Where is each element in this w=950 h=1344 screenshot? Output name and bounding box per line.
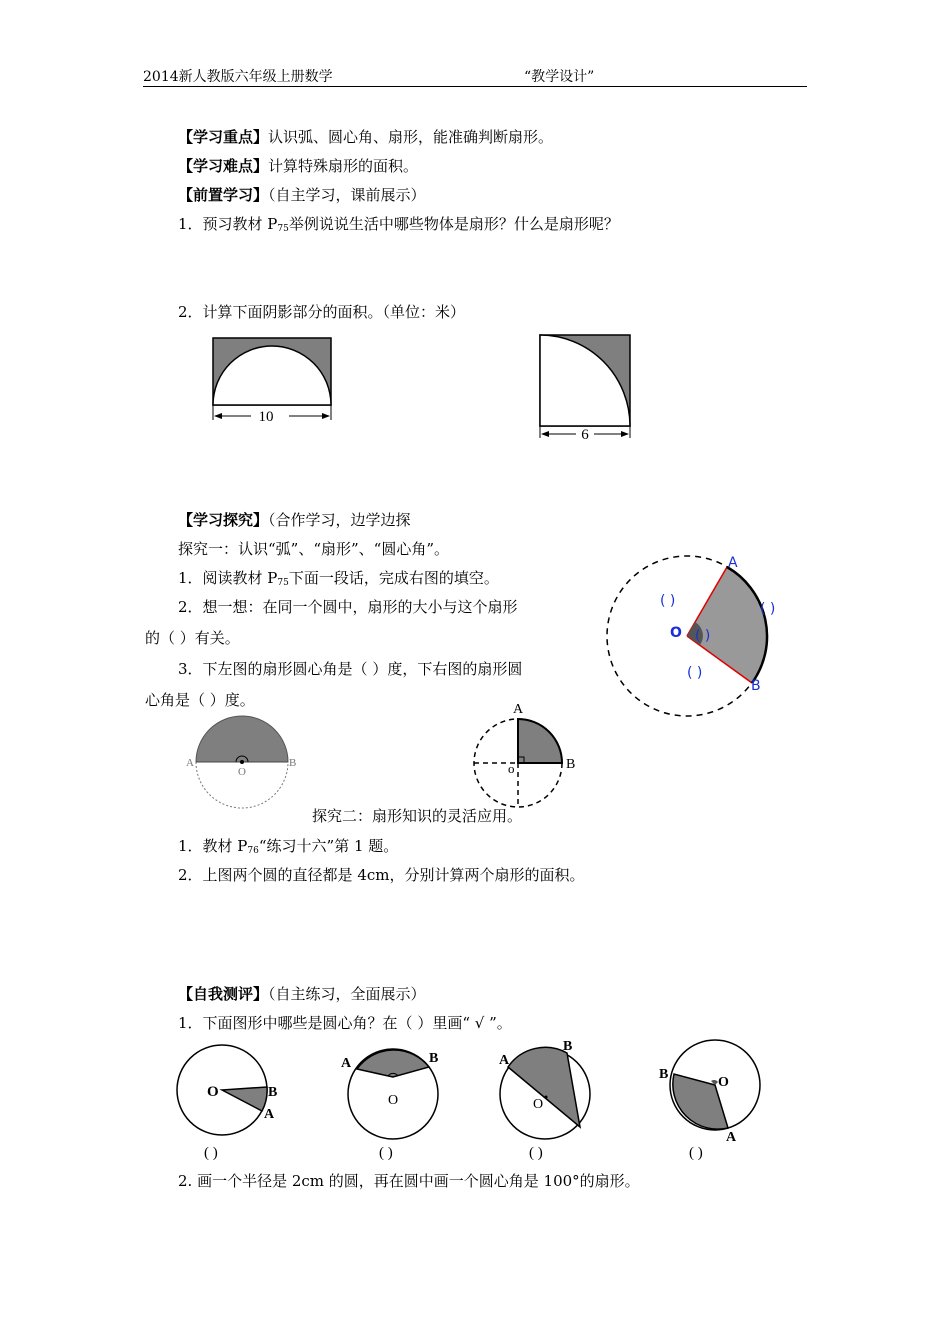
c1-label-b: B — [268, 1085, 278, 1100]
selftest-circle-3 — [495, 1036, 605, 1166]
selftest-circle-4 — [655, 1036, 775, 1166]
arc-sector-diagram — [600, 550, 815, 725]
selftest-label: 【自我测评】 — [178, 985, 269, 1003]
difficulty-label: 【学习难点】 — [178, 157, 269, 175]
difficulty-text: 计算特殊扇形的面积。 — [268, 157, 419, 175]
focus-text: 认识弧、圆心角、扇形，能准确判断扇形。 — [268, 128, 554, 146]
c4-label-a: A — [726, 1130, 737, 1145]
preview-label: 【前置学习】 — [178, 186, 269, 204]
fig2-dimension: 6 — [581, 427, 589, 443]
big-fig-paren-arc: ( ) — [760, 601, 776, 617]
explore-q2-line2: 的（ ）有关。 — [145, 629, 240, 647]
explore-note: （合作学习，边学边探 — [268, 511, 411, 529]
explore-q1 — [178, 568, 499, 593]
c3-label-o: O — [533, 1097, 544, 1112]
big-fig-label-o: O — [670, 625, 682, 641]
c4-label-o: O — [718, 1075, 729, 1090]
c2-answer-paren: ( ) — [379, 1145, 393, 1161]
right-fig-label-o: o — [508, 761, 515, 776]
preview-q2: 2．计算下面阴影部分的面积。（单位：米） — [178, 303, 466, 321]
explore-part2-q1 — [178, 836, 398, 861]
explore-heading — [178, 510, 411, 530]
selftest-note: （自主练习，全面展示） — [268, 985, 426, 1003]
explore-q1-text-a: 1．阅读教材 P — [178, 569, 278, 587]
explore-q3-line2: 心角是（ ）度。 — [145, 691, 255, 709]
fig1-dimension: 10 — [258, 409, 274, 425]
c1-label-o: O — [207, 1084, 219, 1100]
focus-line — [178, 127, 553, 147]
explore-p2-q1-text-b: “练习十六”第 1 题。 — [258, 837, 399, 855]
left-fig-label-b: B — [289, 757, 297, 769]
header-rule — [143, 86, 807, 87]
quarter-sector-figure — [465, 696, 585, 816]
explore-part2-title: 探究二：扇形知识的灵活应用。 — [312, 807, 523, 825]
shaded-square-figure — [532, 328, 642, 448]
c3-answer-paren: ( ) — [529, 1145, 543, 1161]
c2-label-b: B — [429, 1051, 439, 1066]
shaded-rectangle-figure — [205, 330, 340, 430]
header-right: “教学设计” — [524, 69, 595, 85]
preview-q1 — [178, 214, 619, 239]
right-fig-label-b: B — [566, 757, 576, 772]
explore-part1-title: 探究一：认识“弧”、“扇形”、“圆心角”。 — [178, 540, 450, 558]
big-fig-paren-radius2: ( ) — [687, 665, 703, 681]
header-left: 2014新人教版六年级上册数学 — [143, 69, 333, 85]
preview-q1-text-b: 举例说说生活中哪些物体是扇形？什么是扇形呢？ — [288, 215, 619, 233]
big-fig-paren-angle: ( ) — [695, 628, 711, 644]
explore-q1-page: 75 — [277, 578, 289, 588]
selftest-q2: 2. 画一个半径是 2cm 的圆，再在圆中画一个圆心角是 100°的扇形。 — [178, 1172, 640, 1190]
big-fig-label-a: A — [728, 555, 738, 571]
preview-q1-page: 75 — [277, 224, 289, 234]
explore-p2-q1-text-a: 1．教材 P — [178, 837, 248, 855]
explore-label: 【学习探究】 — [178, 511, 269, 529]
semicircle-sector-figure — [180, 712, 305, 812]
difficulty-line — [178, 156, 418, 176]
c1-answer-paren: ( ) — [204, 1145, 218, 1161]
selftest-circle-2 — [335, 1040, 455, 1165]
c2-label-o: O — [388, 1093, 399, 1108]
explore-p2-q1-page: 76 — [247, 846, 259, 856]
c1-label-a: A — [264, 1107, 275, 1122]
c3-label-b: B — [563, 1039, 573, 1054]
big-fig-paren-radius: ( ) — [660, 593, 676, 609]
selftest-q1: 1．下面图形中哪些是圆心角？在（ ）里画“ √ ”。 — [178, 1014, 512, 1032]
c4-label-b: B — [659, 1067, 669, 1082]
left-fig-label-a: A — [186, 757, 194, 769]
explore-q3-line1: 3．下左图的扇形圆心角是（ ）度，下右图的扇形圆 — [178, 660, 523, 678]
selftest-circle-1 — [170, 1040, 280, 1165]
explore-q1-text-b: 下面一段话，完成右图的填空。 — [288, 569, 499, 587]
c2-label-a: A — [341, 1056, 352, 1071]
preview-heading — [178, 185, 426, 205]
explore-q2-line1: 2．想一想：在同一个圆中，扇形的大小与这个扇形 — [178, 598, 518, 616]
explore-part2-q2: 2．上图两个圆的直径都是 4cm，分别计算两个扇形的面积。 — [178, 866, 585, 884]
selftest-heading — [178, 984, 426, 1004]
focus-label: 【学习重点】 — [178, 128, 269, 146]
preview-note: （自主学习，课前展示） — [268, 186, 426, 204]
preview-q1-text-a: 1．预习教材 P — [178, 215, 278, 233]
c4-answer-paren: ( ) — [689, 1145, 703, 1161]
right-fig-label-a: A — [513, 702, 524, 717]
big-fig-label-b: B — [751, 678, 761, 694]
c3-label-a: A — [499, 1053, 510, 1068]
left-fig-label-o: O — [238, 766, 246, 778]
